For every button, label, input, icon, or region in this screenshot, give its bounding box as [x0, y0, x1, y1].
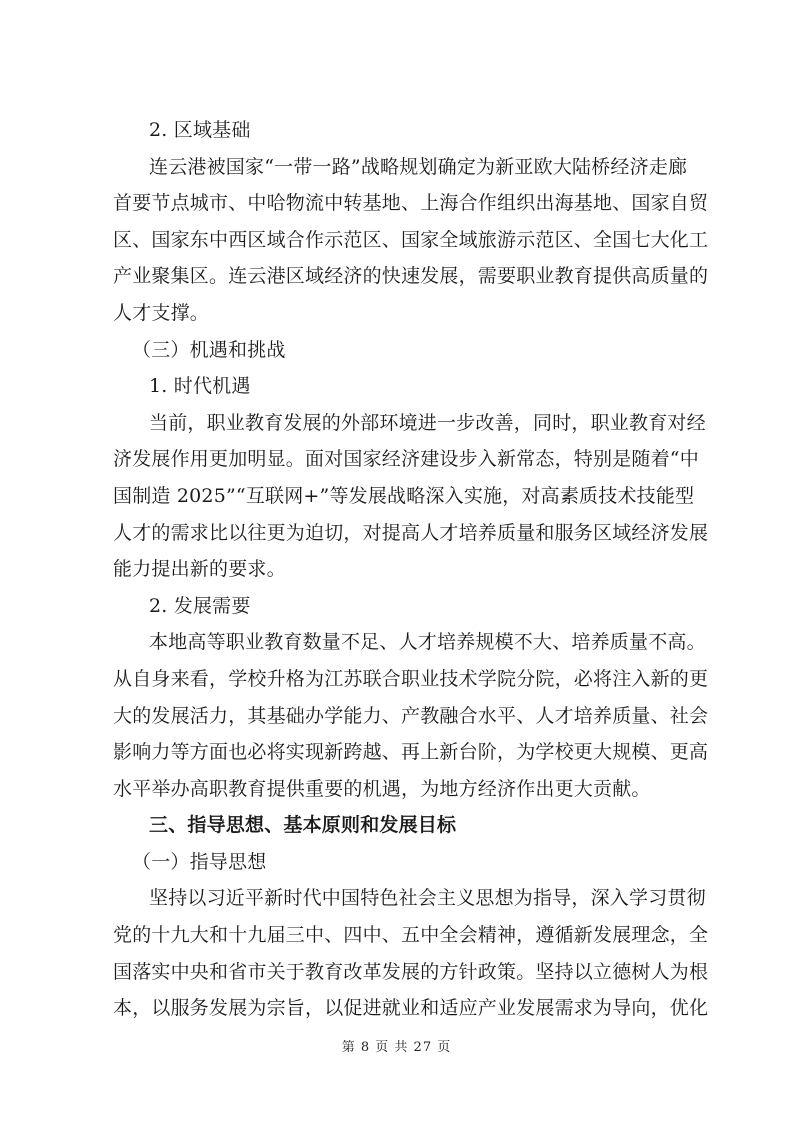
page-number-footer: 第 8 页 共 27 页 [341, 1040, 452, 1055]
paragraph-line: 能力提出新的要求。 [113, 558, 286, 581]
paragraph-line: 本，以服务发展为宗旨，以促进就业和适应产业发展需求为导向，优化 [113, 997, 709, 1020]
paragraph-line: 人才的需求比以往更为迫切，对提高人才培养质量和服务区域经济发展 [113, 521, 709, 544]
paragraph-line: 本地高等职业教育数量不足、人才培养规模不大、培养质量不高。 [149, 631, 706, 654]
document-body [113, 112, 709, 1027]
paragraph-line: 连云港被国家“一带一路”战略规划确定为新亚欧大陆桥经济走廊 [149, 155, 688, 178]
paragraph-line: 首要节点城市、中哈物流中转基地、上海合作组织出海基地、国家自贸 [113, 192, 709, 215]
section-title-opportunities: （三）机遇和挑战 [132, 338, 286, 361]
chapter-heading-guiding-principles: 三、指导思想、基本原则和发展目标 [149, 814, 457, 837]
paragraph-line: 济发展作用更加明显。面对国家经济建设步入新常态，特别是随着“中 [113, 448, 699, 471]
paragraph-line: 国落实中央和省市关于教育改革发展的方针政策。坚持以立德树人为根 [113, 960, 709, 983]
paragraph-line: 从自身来看，学校升格为江苏联合职业技术学院分院，必将注入新的更 [113, 667, 709, 690]
paragraph-line: 人才支撑。 [113, 301, 210, 324]
paragraph-line: 影响力等方面也必将实现新跨越、再上新台阶，为学校更大规模、更高 [113, 741, 709, 764]
paragraph-line: 产业聚集区。连云港区域经济的快速发展，需要职业教育提供高质量的 [113, 265, 709, 288]
subsection-title-era-opportunity: 1. 时代机遇 [149, 375, 251, 398]
paragraph-line: 当前，职业教育发展的外部环境进一步改善，同时，职业教育对经 [149, 411, 706, 434]
paragraph-line: 党的十九大和十九届三中、四中、五中全会精神，遵循新发展理念，全 [113, 924, 709, 947]
section-title-guiding-ideology: （一）指导思想 [132, 850, 267, 873]
paragraph-line: 大的发展活力，其基础办学能力、产教融合水平、人才培养质量、社会 [113, 704, 709, 727]
paragraph-line: 水平举办高职教育提供重要的机遇，为地方经济作出更大贡献。 [113, 777, 651, 800]
paragraph-line: 国制造 2025”“互联网+”等发展战略深入实施，对高素质技术技能型 [113, 484, 695, 507]
paragraph-line: 区、国家东中西区域合作示范区、国家全域旅游示范区、全国七大化工 [113, 228, 709, 251]
subsection-title-development-needs: 2. 发展需要 [149, 594, 251, 617]
section-title-regional-basis: 2. 区域基础 [149, 119, 251, 141]
paragraph-line: 坚持以习近平新时代中国特色社会主义思想为指导，深入学习贯彻 [149, 887, 706, 910]
